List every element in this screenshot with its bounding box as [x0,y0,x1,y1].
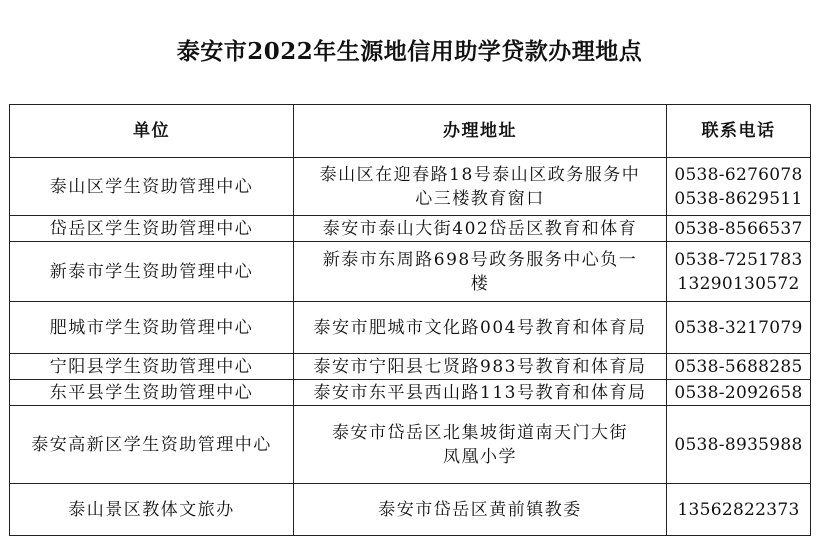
address-line: 新泰市东周路698号政务服务中心负一 [322,249,638,270]
phone-cell [667,406,811,484]
table-row [10,302,811,354]
address-line: 泰山区在迎春路18号泰山区政务服务中 [319,164,641,185]
locations-table [9,104,811,536]
table-header-row [10,105,811,158]
address-line: 泰安市宁阳县七贤路983号教育和体育局 [313,356,647,377]
unit-cell: 宁阳县学生资助管理中心 [10,354,294,380]
unit-cell: 肥城市学生资助管理中心 [10,302,294,354]
phone-number: 0538-8935988 [674,434,803,455]
header-unit: 单位 [10,105,294,158]
unit-cell: 泰山景区教体文旅办 [10,484,294,536]
phone-cell [667,302,811,354]
phone-number: 0538-5688285 [674,356,803,377]
phone-cell [667,354,811,380]
phone-number: 13290130572 [677,273,800,294]
address-line: 楼 [470,273,490,294]
phone-number: 0538-8629511 [674,188,803,209]
phone-cell [667,380,811,406]
phone-number: 0538-6276078 [674,164,803,185]
address-cell [294,242,667,302]
address-line: 泰安市泰山大街402岱岳区教育和体育 [322,218,638,239]
header-address: 办理地址 [294,105,667,158]
address-line: 泰安市东平县西山路113号教育和体育局 [313,382,647,403]
address-cell [294,216,667,242]
phone-cell [667,216,811,242]
table-row [10,380,811,406]
address-cell [294,302,667,354]
header-phone: 联系电话 [667,105,811,158]
address-cell [294,380,667,406]
phone-number: 13562822373 [677,499,800,520]
phone-number: 0538-7251783 [674,249,803,270]
address-cell [294,406,667,484]
phone-cell [667,158,811,216]
table-row [10,158,811,216]
address-cell [294,484,667,536]
address-line: 泰安市岱岳区北集坡街道南天门大街 [332,422,628,443]
phone-cell [667,484,811,536]
address-line: 心三楼教育窗口 [415,188,545,209]
unit-cell: 泰安高新区学生资助管理中心 [10,406,294,484]
address-cell [294,354,667,380]
table-row [10,354,811,380]
phone-number: 0538-2092658 [674,382,803,403]
address-line: 凤凰小学 [443,446,517,467]
address-cell [294,158,667,216]
table-row [10,406,811,484]
table-row [10,242,811,302]
table-row [10,484,811,536]
unit-cell: 新泰市学生资助管理中心 [10,242,294,302]
page-title: 泰安市2022年生源地信用助学贷款办理地点 [176,38,643,65]
phone-number: 0538-3217079 [674,317,803,338]
unit-cell: 东平县学生资助管理中心 [10,380,294,406]
unit-cell: 岱岳区学生资助管理中心 [10,216,294,242]
unit-cell: 泰山区学生资助管理中心 [10,158,294,216]
table-row [10,216,811,242]
address-line: 泰安市肥城市文化路004号教育和体育局 [313,317,647,338]
address-line: 泰安市岱岳区黄前镇教委 [378,499,582,520]
phone-number: 0538-8566537 [674,218,803,239]
phone-cell [667,242,811,302]
